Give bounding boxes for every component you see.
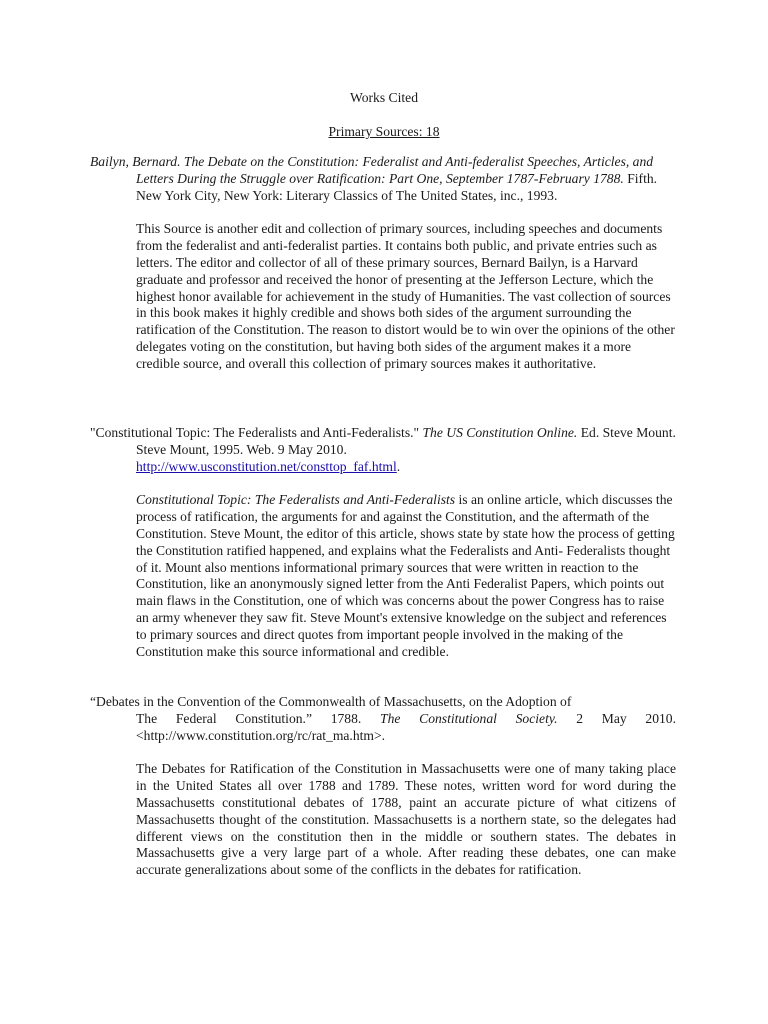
citation-url: <http://www.constitution.org/rc/rat_ma.htm>. <box>136 727 386 743</box>
citation-title: The Federal Constitution.” 1788. <box>136 710 362 726</box>
citation-publication: Ed. Steve Mount. Steve Mount, 1995. Web. 9 May 2010. <box>136 425 676 457</box>
works-cited-entry-usconstitution <box>90 425 676 660</box>
annotation-title: Constitutional Topic: The Federalists and Anti-Federalists <box>136 492 456 508</box>
citation-date: 2 May 2010. <box>576 710 676 726</box>
citation <box>90 154 676 204</box>
citation <box>90 694 676 744</box>
works-cited-entry-massachusetts <box>90 694 676 879</box>
citation-site: The US Constitution Online. <box>422 425 578 440</box>
annotation-text: is an online article, which discusses the process of ratification, the arguments for and against the Constitution, and the aftermath of the Constitution. Steve Mount, the editor of this article, shows state by state how the process of getting the Constitution ratified happened, and explains what the Federalists and Anti- Federalists thought of it. Mount also mentions informational primary sources that were written in reaction to the Constitution, like an anonymously signed letter from the Anti Federalist Papers, which points out main flaws in the Constitution, one of which was concerns about the power Congress has to raise an army whenever they saw fit. Steve Mount's extensive knowledge on the subject and references to primary sources and direct quotes from important people involved in the making of the Constitution make this source informational and credible. <box>136 492 675 659</box>
works-cited-entry-bailyn <box>90 154 676 373</box>
citation <box>90 425 676 475</box>
page-title: Works Cited <box>349 90 418 105</box>
section-subtitle: Primary Sources: 18 <box>328 124 440 139</box>
citation-line-2 <box>90 711 676 728</box>
citation-publication: Fifth. New York City, New York: Literary Classics of The United States, inc., 1993. <box>136 170 658 203</box>
annotation-paragraph: This Source is another edit and collection of primary sources, including speeches and documents from the federalist and anti-federalist parties. It contains both public, and private entries such as letters. The editor and collector of all of these primary sources, Bernard Bailyn, is a Harvard graduate and professor and received the honor of presenting at the Jefferson Lecture, which the highest honor available for achievement in the study of Humanities. The vast collection of sources in this book makes it highly credible and shows both sides of the argument surrounding the ratification of the Constitution. The reason to distort would be to win over the opinions of the other delegates voting on the constitution, but having both sides of the argument makes it a more credible source, and overall this collection of primary sources makes it authoritative. <box>136 221 675 371</box>
citation-title: "Constitutional Topic: The Federalists and Anti-Federalists." <box>90 425 420 440</box>
citation-line-1: “Debates in the Convention of the Commonwealth of Massachusetts, on the Adoption of <box>90 694 572 709</box>
citation-site: The Constitutional Society. <box>380 710 558 726</box>
citation-link[interactable]: http://www.usconstitution.net/consttop_faf.html <box>136 458 397 474</box>
citation-link-suffix: . <box>396 458 401 474</box>
annotation-paragraph <box>90 492 676 660</box>
citation-author: Bailyn, Bernard. <box>90 154 181 169</box>
annotation-paragraph: The Debates for Ratification of the Constitution in Massachusetts were one of many taking place in the United States all over 1788 and 1789. These notes, written word for word during the Massachusetts constitutional debates of 1788, paint an accurate picture of what citizens of Massachusetts thought of the constitution. Massachusetts is a northern state, so the delegates had different views on the constitution then in the middle or southern states. The debates in Massachusetts give a very large part of a whole. After reading these debates, one can make accurate generalizations about some of the conflicts in the debates for ratification. <box>136 761 676 878</box>
citation-title: The Debate on the Constitution: Federalist and Anti-federalist Speeches, Articles, and Letters During the Struggle over Ratification: Part One, September 1787-February 1788. <box>136 154 654 186</box>
